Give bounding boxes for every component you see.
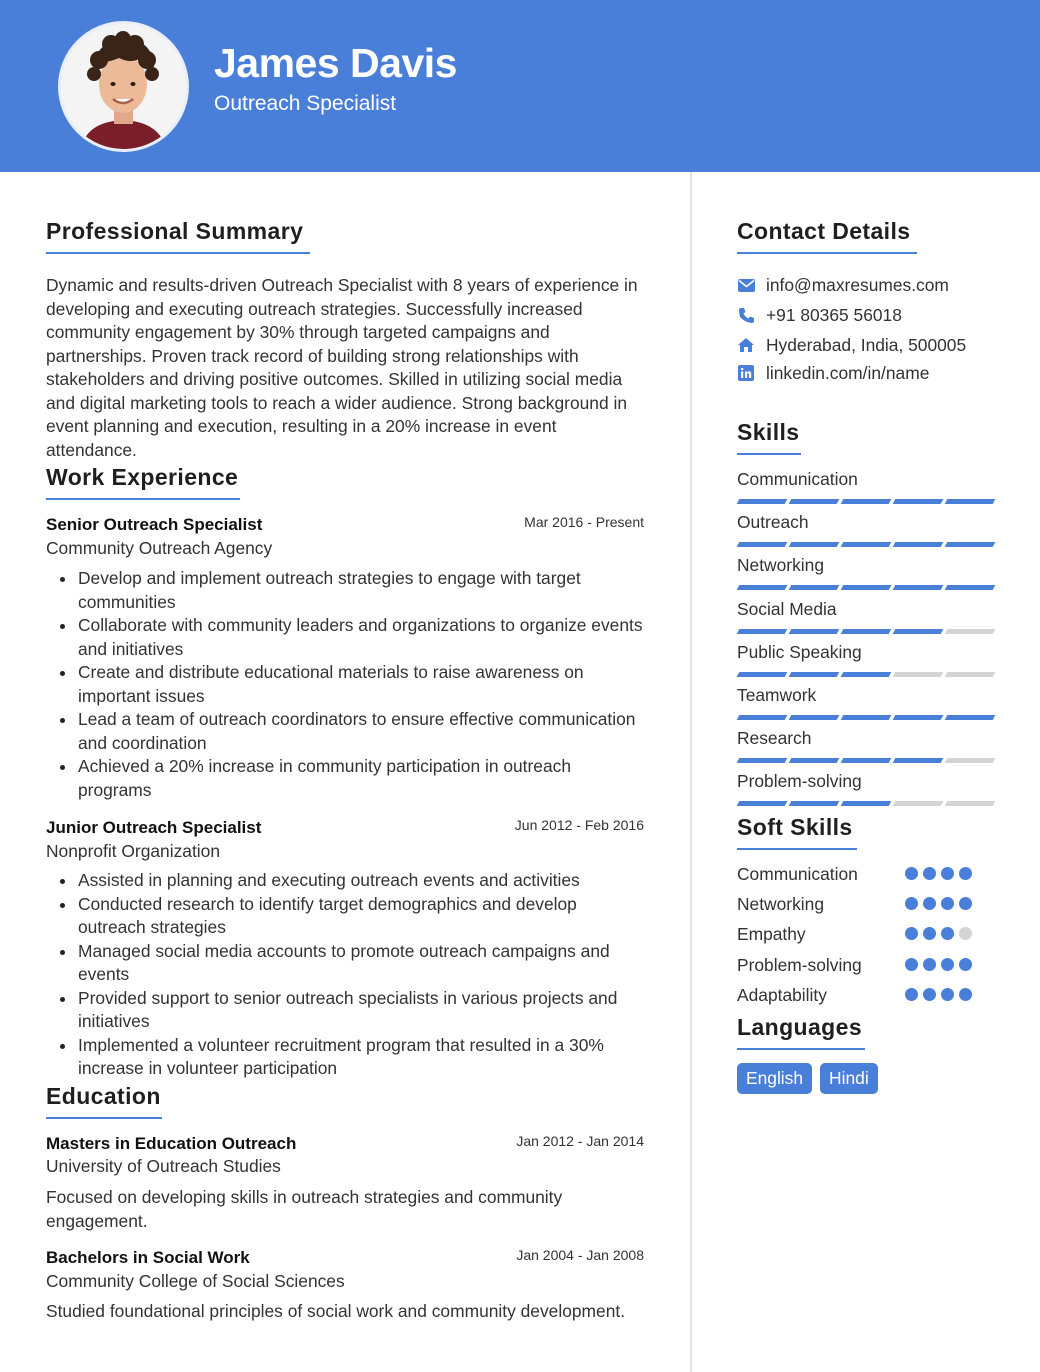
- skill-segment-filled: [737, 499, 788, 504]
- rating-dot-filled: [905, 897, 918, 910]
- list-item: Collaborate with community leaders and organizations to organize events and initiatives: [46, 614, 646, 661]
- skill-segment-filled: [893, 499, 944, 504]
- education-dates: Jan 2004 - Jan 2008: [516, 1247, 644, 1263]
- skill-segment-filled: [789, 629, 840, 634]
- summary-text: Dynamic and results-driven Outreach Specialist with 8 years of experience in developing and executing outreach strategies. Successfully increased community engagement by 30% through targeted campaigns and partnerships. Proven track record of building strong relationships with stakeholders and driving positive outcomes. Skilled in utilizing social media and digital marketing tools to reach a wider audience. Strong background in event planning and execution, resulting in a 20% increase in event attendance.: [46, 275, 638, 460]
- list-item: Conducted research to identify target demographics and develop outreach strategies: [46, 893, 646, 940]
- skill-segment-empty: [893, 801, 944, 806]
- skill-segment-filled: [789, 801, 840, 806]
- skill-segment-empty: [945, 758, 996, 763]
- education-heading-underline: [46, 1117, 162, 1119]
- skill-segment-filled: [789, 542, 840, 547]
- skill-segment-filled: [737, 715, 788, 720]
- skill-label: Problem-solving: [737, 771, 862, 792]
- skill-segment-empty: [945, 801, 996, 806]
- rating-dot-filled: [941, 988, 954, 1001]
- home-icon: [737, 336, 755, 354]
- skill-label: Teamwork: [737, 685, 817, 705]
- summary-heading: Professional Summary: [46, 218, 304, 244]
- candidate-title: Outreach Specialist: [214, 92, 397, 115]
- contact-email[interactable]: [737, 273, 949, 297]
- list-item: Achieved a 20% increase in community participation in outreach programs: [46, 755, 646, 802]
- skill-segment-filled: [737, 672, 788, 677]
- rating-dot-filled: [905, 927, 918, 940]
- skill-level-bar: [738, 585, 994, 590]
- education-dates: Jan 2012 - Jan 2014: [516, 1133, 644, 1149]
- skill-label: Outreach: [737, 512, 809, 533]
- email-text: info@maxresumes.com: [766, 274, 949, 295]
- skill-segment-filled: [841, 585, 892, 590]
- skill-segment-filled: [893, 758, 944, 763]
- soft-skill-rating: [905, 927, 985, 941]
- language-tag: English: [737, 1063, 812, 1094]
- skill-level-bar: [738, 672, 994, 677]
- experience-heading: Work Experience: [46, 464, 239, 490]
- education-description: Studied foundational principles of social work and community development.: [46, 1301, 626, 1321]
- rating-dot-filled: [923, 988, 936, 1001]
- skill-segment-filled: [893, 715, 944, 720]
- contact-phone[interactable]: [737, 303, 902, 327]
- skill-segment-filled: [737, 758, 788, 763]
- envelope-icon: [737, 276, 755, 294]
- skill-level-bar: [738, 715, 994, 720]
- skill-segment-filled: [841, 801, 892, 806]
- rating-dot-filled: [959, 958, 972, 971]
- skill-label: Research: [737, 728, 812, 749]
- rating-dot-filled: [941, 867, 954, 880]
- address-text: Hyderabad, India, 500005: [766, 334, 967, 355]
- skill-segment-empty: [945, 629, 996, 634]
- skill-label: Public Speaking: [737, 641, 862, 662]
- resume-header: [0, 0, 1040, 172]
- skill-segment-filled: [945, 542, 996, 547]
- soft-skill-rating: [905, 988, 985, 1002]
- phone-text: +91 80365 56018: [766, 304, 902, 325]
- skill-segment-filled: [945, 585, 996, 590]
- skill-segment-filled: [841, 499, 892, 504]
- languages-heading-underline: [737, 1048, 865, 1050]
- column-divider: [690, 172, 692, 1372]
- contact-linkedin[interactable]: [737, 361, 929, 385]
- contact-heading-underline: [737, 252, 917, 254]
- soft-skill-label: Communication: [737, 864, 858, 884]
- job-title: Junior Outreach Specialist: [46, 818, 262, 837]
- skills-heading-underline: [737, 453, 801, 455]
- skill-segment-filled: [737, 585, 788, 590]
- summary-heading-underline: [46, 252, 310, 254]
- rating-dot-filled: [959, 867, 972, 880]
- job-bullets: [46, 567, 646, 802]
- job-organization: Nonprofit Organization: [46, 841, 220, 861]
- skill-segment-filled: [789, 672, 840, 677]
- phone-icon: [737, 306, 755, 324]
- job-bullets: [46, 869, 646, 1081]
- rating-dot-filled: [905, 988, 918, 1001]
- skill-segment-filled: [737, 542, 788, 547]
- skill-segment-filled: [789, 499, 840, 504]
- skills-heading: Skills: [737, 419, 800, 445]
- skill-segment-filled: [893, 629, 944, 634]
- skill-segment-filled: [789, 758, 840, 763]
- linkedin-icon: [737, 364, 755, 382]
- skill-segment-filled: [841, 715, 892, 720]
- list-item: Assisted in planning and executing outreach events and activities: [46, 869, 646, 893]
- rating-dot-filled: [959, 988, 972, 1001]
- linkedin-text: linkedin.com/in/name: [766, 362, 930, 383]
- skill-segment-filled: [841, 672, 892, 677]
- skill-label: Communication: [737, 469, 858, 489]
- profile-photo: [58, 21, 189, 152]
- skill-level-bar: [738, 499, 994, 504]
- skill-segment-filled: [841, 758, 892, 763]
- skill-segment-filled: [945, 715, 996, 720]
- skill-segment-filled: [893, 585, 944, 590]
- soft-skill-label: Empathy: [737, 924, 806, 945]
- language-tags: [737, 1063, 878, 1094]
- skill-label: Networking: [737, 555, 824, 576]
- list-item: Provided support to senior outreach specialists in various projects and initiatives: [46, 987, 646, 1034]
- rating-dot-filled: [941, 897, 954, 910]
- skill-segment-filled: [789, 715, 840, 720]
- skill-level-bar: [738, 542, 994, 547]
- list-item: Managed social media accounts to promote outreach campaigns and events: [46, 940, 646, 987]
- soft-skill-rating: [905, 867, 985, 881]
- skill-segment-filled: [737, 629, 788, 634]
- school-name: University of Outreach Studies: [46, 1156, 281, 1176]
- degree-title: Bachelors in Social Work: [46, 1248, 250, 1267]
- education-description: Focused on developing skills in outreach strategies and community engagement.: [46, 1187, 563, 1231]
- skill-segment-empty: [893, 672, 944, 677]
- skill-segment-empty: [945, 672, 996, 677]
- school-name: Community College of Social Sciences: [46, 1271, 345, 1291]
- contact-heading: Contact Details: [737, 218, 911, 244]
- skill-level-bar: [738, 629, 994, 634]
- job-title: Senior Outreach Specialist: [46, 515, 263, 534]
- list-item: Develop and implement outreach strategies to engage with target communities: [46, 567, 646, 614]
- candidate-name: James Davis: [214, 40, 457, 86]
- skill-segment-filled: [841, 542, 892, 547]
- skill-segment-filled: [893, 542, 944, 547]
- rating-dot-filled: [923, 897, 936, 910]
- rating-dot-filled: [923, 927, 936, 940]
- soft-skill-label: Networking: [737, 894, 824, 915]
- rating-dot-filled: [905, 958, 918, 971]
- language-tag: Hindi: [820, 1063, 878, 1094]
- skill-segment-filled: [737, 801, 788, 806]
- rating-dot-filled: [959, 897, 972, 910]
- skill-segment-filled: [841, 629, 892, 634]
- job-organization: Community Outreach Agency: [46, 538, 273, 558]
- education-heading: Education: [46, 1083, 161, 1109]
- skill-segment-filled: [789, 585, 840, 590]
- rating-dot-filled: [905, 867, 918, 880]
- soft-skills-heading-underline: [737, 848, 857, 850]
- experience-heading-underline: [46, 498, 240, 500]
- skill-label: Social Media: [737, 598, 837, 619]
- rating-dot-filled: [941, 958, 954, 971]
- rating-dot-empty: [959, 927, 972, 940]
- list-item: Lead a team of outreach coordinators to ensure effective communication and coordination: [46, 708, 646, 755]
- contact-address: [737, 333, 966, 357]
- list-item: Implemented a volunteer recruitment program that resulted in a 30% increase in volunteer participation: [46, 1034, 646, 1081]
- soft-skill-rating: [905, 958, 985, 972]
- job-dates: Jun 2012 - Feb 2016: [514, 817, 644, 833]
- soft-skills-heading: Soft Skills: [737, 814, 853, 840]
- skill-segment-filled: [945, 499, 996, 504]
- rating-dot-filled: [923, 958, 936, 971]
- job-dates: Mar 2016 - Present: [524, 514, 644, 530]
- degree-title: Masters in Education Outreach: [46, 1134, 297, 1153]
- soft-skill-rating: [905, 897, 985, 911]
- rating-dot-filled: [923, 867, 936, 880]
- skill-level-bar: [738, 758, 994, 763]
- skill-level-bar: [738, 801, 994, 806]
- list-item: Create and distribute educational materials to raise awareness on important issues: [46, 661, 646, 708]
- soft-skill-label: Problem-solving: [737, 954, 862, 975]
- soft-skill-label: Adaptability: [737, 984, 827, 1005]
- languages-heading: Languages: [737, 1014, 863, 1040]
- rating-dot-filled: [941, 927, 954, 940]
